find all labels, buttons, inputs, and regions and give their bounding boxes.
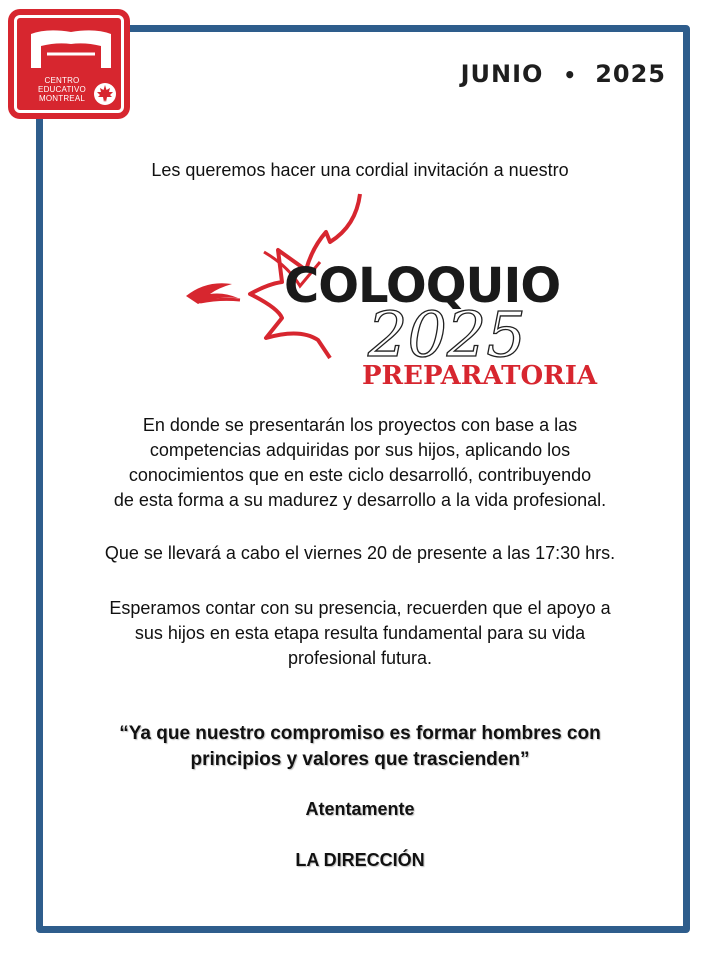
motto-quote (60, 721, 660, 773)
quote-line: principios y valores que trascienden” (190, 749, 530, 770)
logo-line-1: CENTRO (44, 76, 80, 85)
building-emblem-icon (27, 24, 115, 74)
paragraph-presence (50, 596, 670, 671)
logo-line-2: EDUCATIVO (38, 85, 86, 94)
coloquio-year: 2025 (368, 298, 526, 371)
paragraph-line: sus hijos en esta etapa resulta fundamental para su vida (134, 623, 586, 643)
paragraph-line: conocimientos que en este ciclo desarrolló, contribuyendo (128, 465, 592, 485)
paragraph-line: En donde se presentarán los proyectos con base a las (142, 415, 578, 435)
coloquio-level: PREPARATORIA (362, 361, 598, 391)
date-separator: • (563, 63, 578, 87)
date-header (461, 60, 666, 88)
paragraph-schedule: Que se llevará a cabo el viernes 20 de presente a las 17:30 hrs. (104, 543, 616, 563)
coloquio-word: COLOQUIO (284, 258, 561, 314)
coloquio-event-logo (180, 190, 598, 391)
year-label: 2025 (595, 60, 666, 88)
quote-line: “Ya que nuestro compromiso es formar hombres con (119, 723, 601, 744)
maple-leaf-icon (93, 82, 117, 106)
closing-text: Atentamente (305, 799, 415, 819)
intro-text: Les queremos hacer una cordial invitación a nuestro (151, 160, 569, 180)
paragraph-line: de esta forma a su madurez y desarrollo a la vida profesional. (113, 490, 607, 510)
paragraph-line: profesional futura. (287, 648, 433, 668)
logo-line-3: MONTREAL (38, 94, 86, 103)
logo-caption (23, 76, 101, 103)
paragraph-line: Esperamos contar con su presencia, recuerden que el apoyo a (109, 598, 611, 618)
paragraph-line: competencias adquiridas por sus hijos, aplicando los (149, 440, 571, 460)
month-label: JUNIO (460, 60, 544, 88)
paragraph-projects (50, 413, 670, 513)
signature-text: LA DIRECCIÓN (295, 850, 425, 870)
school-logo (8, 9, 130, 119)
